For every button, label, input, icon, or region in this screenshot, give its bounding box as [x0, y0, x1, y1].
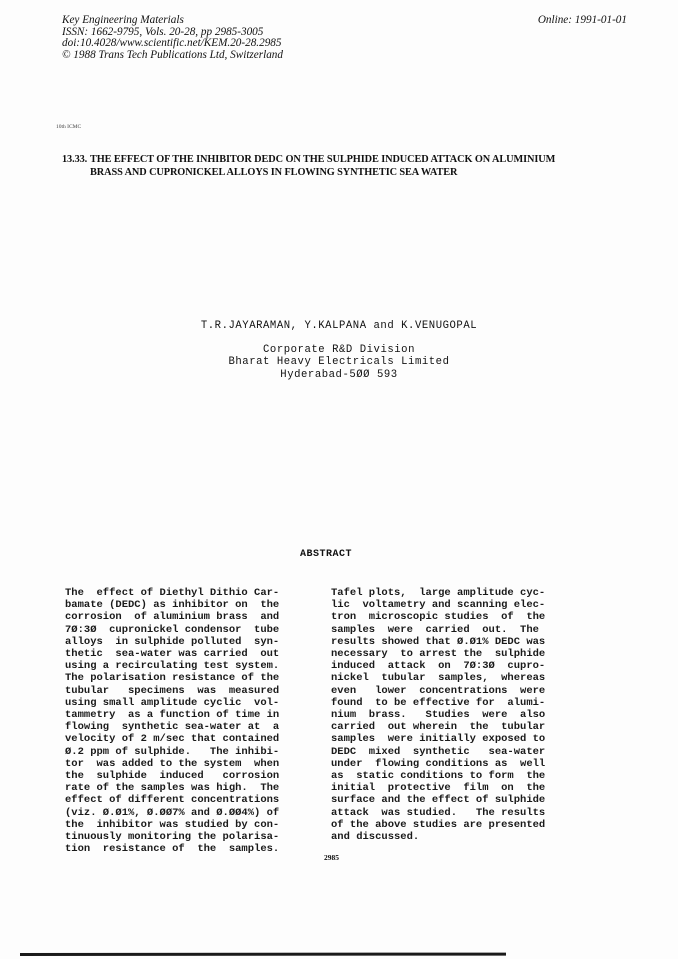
affiliation-division: Corporate R&D Division — [263, 344, 415, 356]
text-line: nium brass. Studies were also — [331, 709, 546, 722]
text-line: tammetry as a function of time in — [65, 709, 280, 722]
text-line: as static conditions to form the — [331, 770, 546, 783]
text-line: rate of the samples was high. The — [65, 782, 280, 795]
text-line: found to be effective for alumi- — [331, 696, 546, 709]
text-line: nickel tubular samples, whereas — [331, 672, 546, 685]
text-line: induced attack on 7Ø:3Ø cupro- — [331, 660, 546, 673]
abstract-left-column — [65, 587, 279, 855]
text-line: tubular specimens was measured — [65, 684, 280, 697]
doi-line: doi:10.4028/www.scientific.net/KEM.20-28.2985 — [62, 37, 282, 49]
text-line: initial protective film on the — [331, 782, 546, 795]
title-line-2: BRASS AND CUPRONICKEL ALLOYS IN FLOWING SYNTHETIC SEA WATER — [90, 166, 458, 178]
affiliation-city: Hyderabad-5ØØ 593 — [280, 368, 398, 381]
issn-line: ISSN: 1662-9795, Vols. 20-28, pp 2985-3005 — [62, 25, 264, 38]
bottom-rule-divider — [20, 953, 506, 956]
copyright-line: © 1988 Trans Tech Publications Ltd, Switzerland — [62, 48, 283, 61]
journal-header — [62, 15, 283, 61]
text-line: alloys in sulphide polluted syn- — [65, 635, 280, 648]
paper-title — [62, 154, 555, 179]
text-line: using small amplitude cyclic vol- — [65, 696, 280, 709]
text-line: attack was studied. The results — [331, 806, 546, 819]
text-line: samples were initially exposed to — [331, 733, 546, 746]
text-line: of the above studies are presented — [331, 818, 546, 831]
text-line: the sulphide induced corrosion — [65, 770, 280, 783]
abstract-right-column — [331, 587, 545, 843]
text-line: tor was added to the system when — [65, 757, 280, 770]
text-line: bamate (DEDC) as inhibitor on the — [65, 599, 280, 612]
text-line: Ø.2 ppm of sulphide. The inhibi- — [65, 745, 280, 758]
text-line: corrosion of aluminium brass and — [65, 611, 280, 624]
text-line: carried out wherein the tubular — [331, 721, 546, 734]
text-line: The polarisation resistance of the — [65, 672, 280, 685]
text-line: (viz. Ø.Ø1%, Ø.ØØ7% and Ø.ØØ4%) of — [65, 806, 280, 819]
online-date: Online: 1991-01-01 — [537, 14, 627, 26]
text-line: 7Ø:3Ø cupronickel condensor tube — [65, 623, 280, 636]
text-line: The effect of Diethyl Dithio Car- — [65, 587, 280, 599]
text-line: thetic sea-water was carried out — [65, 648, 280, 661]
text-line: tion resistance of the samples. — [65, 843, 280, 856]
text-line: the inhibitor was studied by con- — [65, 818, 280, 831]
page-number: 2985 — [324, 853, 339, 862]
section-number: 13.33. — [62, 154, 88, 165]
affiliation-company: Bharat Heavy Electricals Limited — [228, 356, 450, 369]
abstract-heading: ABSTRACT — [300, 549, 353, 560]
text-line: using a recirculating test system. — [65, 660, 280, 673]
text-line: DEDC mixed synthetic sea-water — [331, 745, 546, 758]
text-line: results showed that Ø.Ø1% DEDC was — [331, 635, 546, 648]
journal-name: Key Engineering Materials — [62, 14, 184, 26]
text-line: even lower concentrations were — [331, 684, 546, 697]
text-line: necessary to arrest the sulphide — [331, 648, 546, 661]
text-line: flowing synthetic sea-water at a — [65, 721, 280, 734]
text-line: tinuously monitoring the polarisa- — [65, 831, 280, 844]
title-line-1: THE EFFECT OF THE INHIBITOR DEDC ON THE SULPHIDE INDUCED ATTACK ON ALUMINIUM — [90, 154, 556, 165]
affiliation — [0, 344, 678, 381]
text-line: under flowing conditions as well — [331, 757, 546, 770]
conference-tag: 10th ICMC — [56, 124, 82, 130]
text-line: Tafel plots, large amplitude cyc- — [331, 587, 546, 599]
text-line: and discussed. — [331, 831, 420, 844]
text-line: lic voltametry and scanning elec- — [331, 599, 546, 612]
text-line: velocity of 2 m/sec that contained — [65, 733, 280, 746]
text-line: effect of different concentrations — [65, 794, 280, 807]
text-line: surface and the effect of sulphide — [331, 794, 546, 807]
text-line: samples were carried out. The — [331, 623, 539, 636]
text-line: tron microscopic studies of the — [331, 611, 546, 624]
authors: T.R.JAYARAMAN, Y.KALPANA and K.VENUGOPAL — [200, 320, 478, 332]
